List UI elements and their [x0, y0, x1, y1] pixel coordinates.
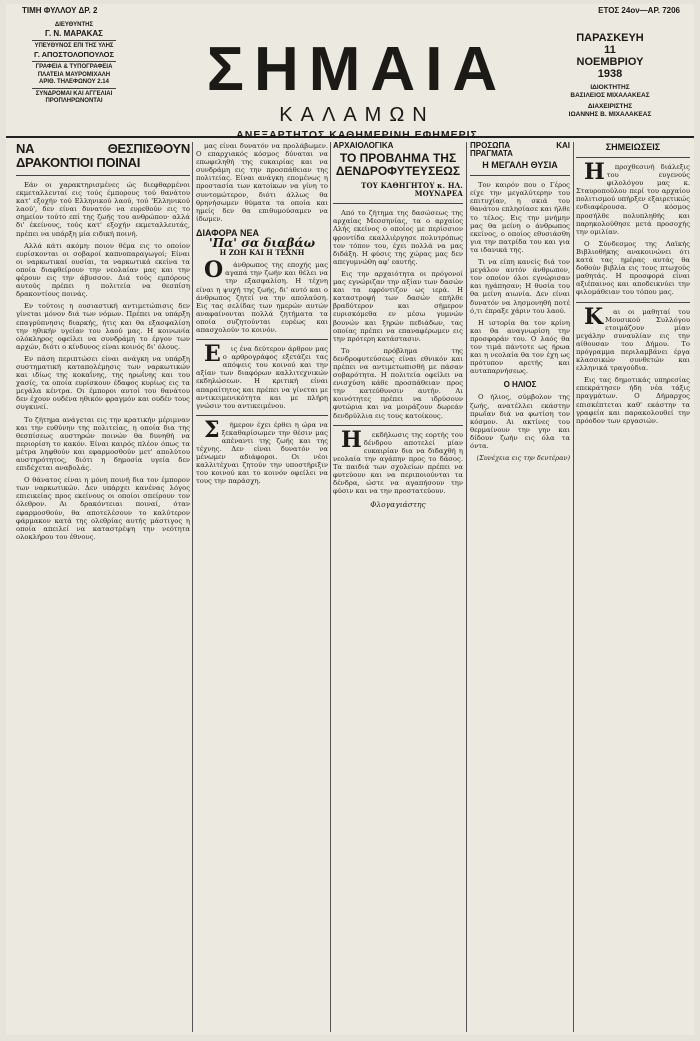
phone-label: ΑΡΙΘ. ΤΗΛΕΦΩΝΟΥ 2.14	[39, 78, 109, 85]
editorial-info-box	[24, 22, 124, 105]
newspaper-page	[6, 4, 694, 1035]
date-box	[540, 22, 680, 118]
paragraph: Ο θάνατος είναι η μόνη ποινή δια τον έμπορον των ναρκωτικών. Δεν υπάρχει κανένας λόγος επιεικείας προς εκείνους οι οποίοι σπείρουν τον όλεθρον. Αι δρακόντειαι ποιναί, όταν εφαρμοσθούν, θα αποτελέσουν το καλύτερον φάρμακον κατά της ολεθρίας αυτής μάστιγος η οποία απειλεί να καταστρέψη την νεότητα ολοκλήρου του έθνους.	[16, 476, 190, 541]
column-5	[576, 142, 690, 1032]
director-label: ΔΙΕΥΘΥΝΤΗΣ	[54, 22, 94, 28]
paragraph: Και οι μαθηταί του Μουσικού Συλλόγου ετοιμάζουν μίαν μεγάλην συναυλίαν εις την αίθουσαν του Δήμου. Το πρόγραμμα περιλαμβάνει έργα κλασσικών συνθετών και ελληνικά τραγούδια.	[576, 303, 690, 373]
column-3	[333, 142, 463, 1032]
admin-name: ΙΩΑΝΝΗΣ Β. ΜΙΧΑΛΑΚΕΑΣ	[568, 110, 652, 118]
subscriptions-label: ΣΥΝΔΡΟΜΑΙ ΚΑΙ ΑΓΓΕΛΙΑΙ	[35, 91, 113, 98]
director-name: Γ. Ν. ΜΑΡΑΚΑΣ	[45, 29, 103, 39]
masthead	[192, 35, 522, 141]
feature-title: 'Πα' σα διαβάω	[208, 236, 316, 251]
paragraph: Τι να είπη κανείς διά τον μεγάλον αυτόν άνθρωπον, τον οποίον όλοι εγνώρισαν και ηγάπησαν; Η θυσία του θα μείνη αιωνία. Δεν είναι δυνατόν να λησμονηθή ποτέ ό,τι έπραξε χάριν του λαού.	[470, 258, 570, 315]
paragraph: Τον καιρόν που ο Γέρος είχε την μεγαλύτερην του επιτυχίαν, η σκιά του θανάτου επλησίασε και ήλθε το τέλος. Εις την μνήμην μας θα μείνη ο άνθρωπος εκείνος, ο οποίος εθυσιάσθη για την πατρίδα του και για τα ιδανικά της.	[470, 181, 570, 254]
column-4	[470, 142, 570, 1032]
date-month: ΝΟΕΜΒΡΙΟΥ	[576, 56, 644, 68]
paragraph: Ηπροχθεσινή διάλεξις του ευγενούς φιλολόγου μας κ. Σταυροπούλου περί του αρχαίου πολιτισμού υπήρξεν εξαιρετικώς ενδιαφέρουσα. Ο κόσμος προσήλθε πολυπληθής και παρηκολούθησε μετά προσοχής την ομιλίαν.	[576, 159, 690, 236]
paragraph: Από το ζήτημα της δασώσεως της αρχαίας Μεσσηνίας, τα ο αρχαίος Αλής εκείνος ο οποίος με περίσσιον φροντίδα εκαλλιέργησε πολυτρόπως τον τόπον του, έχει πολλά να μας διδάξη. Η φύσις της χώρας μας δεν απεγυμνώθη αφ' εαυτής.	[333, 209, 463, 266]
main-headline: ΝΑ ΘΕΣΠΙΣΘΟΥΝ ΔΡΑΚΟΝΤΙΟΙ ΠΟΙΝΑΙ	[16, 142, 190, 170]
paragraph: Εν τούτοις η ουσιαστική αντιμετώπισις δεν γίνεται μόνον διά των νόμων. Πρέπει να υπάρξη επαγρύπνησις διαρκής, ήτις και θα εξασφαλίση την ηθικήν υγείαν του λαού μας. Η κοινωνία ολόκληρος οφείλει να συνδράμη το έργον των αρχών, διότι ο κίνδυνος είναι κοινός δι' όλους.	[16, 302, 190, 351]
paragraph: Εις την αρχαιότητα οι πρόγονοί μας εγνώριζαν την αξίαν των δασών και τα εφρόντιζον ως ιερά. Η καταστροφή των δασών επήλθε βραδύτερον και σήμερον ευρισκόμεθα εν μέσω γυμνών βουνών και ξηρών πεδιάδων, τας οποίας πρέπει να επαναφέρωμεν εις την πρότερη κατάστασιν.	[333, 269, 463, 343]
offices-address: ΠΛΑΤΕΙΑ ΜΑΥΡΟΜΙΧΑΛΗ	[37, 71, 111, 78]
issue-label: ΕΤΟΣ 24ον—ΑΡ. 7206	[598, 6, 680, 15]
prepaid-label: ΠΡΟΠΛΗΡΩΝΟΝΤΑΙ	[45, 98, 103, 105]
byline: ΤΟΥ ΚΑΘΗΓΗΤΟΥ κ. ΗΛ. ΜΟΥΝΔΡΕΑ	[361, 181, 463, 199]
paragraph: Ο ήλιος, σύμβολον της ζωής, ανατέλλει εκάστην πρωΐαν διά να φωτίση τον κόσμον. Αι ακτίνες του θερμαίνουν την γην και δίδουν ζωήν εις όλα τα όντα.	[470, 393, 570, 450]
price-label: ΤΙΜΗ ΦΥΛΛΟΥ ΔΡ. 2	[22, 6, 98, 15]
paragraph: Η ιστορία θα τον κρίνη και θα αναγνωρίση την προσφοράν του. Ο λαός θα τον τιμά πάντοτε ως ήρωα και η νεολαία θα τον έχη ως πρότυπον αρετής και αυταπαρνήσεως.	[470, 318, 570, 376]
section-label: ΔΙΑΦΟΡΑ ΝΕΑ	[196, 227, 259, 238]
paragraph: Εν πάση περιπτώσει είναι ανάγκη να υπάρξη συστηματική καταπολέμησις των ναρκωτικών και ιδίως της κοκαΐνης, της ηρωΐνης και του χασίς, τα οποία ευρίσκουν έδαφος κυρίως εις τα μεγάλα κέντρα. Οι έμποροι αυτοί του θανάτου δεν έχουν ουδένα ηθικόν φραγμόν και ουδέν τους συγκινεί.	[16, 354, 190, 412]
newspaper-tagline: ΑΝΕΞΑΡΤΗΤΟΣ ΚΑΘΗΜΕΡΙΝΗ ΕΦΗΜΕΡΙΣ	[236, 129, 478, 141]
paragraph: Ηεκδήλωσις της εορτής του δένδρου αποτελεί μίαν ευκαιρίαν δια να διδαχθή η νεολαία την αγάπην προς το δάσος. Τα παιδιά των σχολείων πρέπει να φυτεύουν και να περιποιούνται τα δένδρα, ώστε να αγαπήσουν την φύσιν και να την προστατεύουν.	[333, 426, 463, 496]
paragraph: Εάν οι χαρακτηρισμένες ώς διεφθαρμένοι εκμεταλλευταί εις τούς έμπορους τού θανάτου κατ' εξοχήν τού Ελληνικού λαού, τού 'Ελληνικού λαού', δεν είναι δυνατόν να ευρεθούν εις το σημείον τούτο επί της ζωής του ανθρώπου· αλλά δι' έκείνους, τούς κατ' εξοχήν εκμεταλλευτάς, πρέπει να υπάρξη μία ειδική ποινή.	[16, 181, 190, 238]
continuation-note: (Συνέχεια εις την δευτέραν)	[476, 454, 570, 463]
section-kicker: ΑΡΧΑΙΟΛΟΓΙΚΑ	[333, 142, 394, 150]
weekday: ΠΑΡΑΣΚΕΥΗ	[576, 32, 644, 44]
masthead-area	[6, 20, 694, 141]
article-headline: Η ΜΕΓΑΛΗ ΘΥΣΙΑ	[482, 160, 558, 171]
editor-label: ΥΠΕΥΘΥΝΟΣ ΕΠΙ ΤΗΣ ΥΛΗΣ	[34, 43, 114, 50]
article-subheading: Ο ΗΛΙΟΣ	[503, 380, 537, 390]
paragraph: Οάνθρωπος της εποχής μας αγαπά την ζωήν και θέλει να την εξασφαλίση. Η τέχνη είναι η ψυχή της ζωής, δι' αυτό και ο άνθρωπος ζητεί να την απολαύση. Εις τας σελίδας των ημερών αυτών αναφαίνονται πολλά ζητήματα τα οποία συζητούνται ευρέως και απασχολούν το κοινόν.	[196, 257, 328, 334]
date-number: 11	[604, 44, 616, 56]
author-signature: Φλογαγιάστης	[370, 500, 426, 510]
top-line	[6, 4, 694, 18]
article-headline: ΤΟ ΠΡΟΒΛΗΜΑ ΤΗΣ ΔΕΝΔΡΟΦΥΤΕΥΣΕΩΣ	[335, 151, 461, 179]
notes-headline: ΣΗΜΕΙΩΣΕΙΣ	[605, 142, 661, 152]
paragraph: Εις ένα δεύτερον άρθρον μας ο αρθρογράφος εξετάζει τας απόψεις του κοινού και την αξίαν των διαφόρων καλλιτεχνικών εκδηλώσεων. Η κριτική είναι απαραίτητος και πρέπει να γίνεται με αντικειμενικότητα και με πλήρη γνώσιν του αντικειμένου.	[196, 341, 328, 410]
date-year: 1938	[597, 68, 623, 80]
newspaper-subtitle: ΚΑΛΑΜΩΝ	[279, 104, 435, 126]
paragraph: μας είναι δυνατόν να προλάβωμεν. Ο επαρχιακός κόσμος δύναται να επωφεληθή της ευκαιρίας και να συνδράμη εις την προσπάθειαν της πολιτείας. Είναι ανάγκη επομένως η προστασία των κατοίκων να γίνη το συντομώτερον, διότι άλλως θα θρηνήσωμεν θύματα τα οποία και ημείς δεν θα επιθυμούσαμεν να ίδωμεν.	[196, 142, 328, 223]
offices-label: ΓΡΑΦΕΙΑ & ΤΥΠΟΓΡΑΦΕΙΑ	[35, 64, 113, 71]
paragraph: Ο Σύνδεσμος της Λαϊκής Βιβλιοθήκης ανακοινώνει ότι κατά τας ημέρας αυτάς θα δοθούν βιβλία εις τους πτωχούς μαθητάς. Η προσφορά είναι αξιέπαινος και αποδεικνύει την φιλομάθειαν του τόπου μας.	[576, 239, 690, 297]
column-1	[16, 142, 190, 1032]
paragraph: Εις τας δημοτικάς υπηρεσίας επεκράτησεν ήδη νέα τάξις πραγμάτων. Ο Δήμαρχος επισκέπτεται καθ' εκάστην τα γραφεία και παρακολουθεί την πρόοδον των εργασιών.	[576, 376, 690, 425]
section-kicker: ΠΡΟΣΩΠΑ ΚΑΙ ΠΡΑΓΜΑΤΑ	[470, 142, 570, 159]
admin-label: ΔΙΑΧΕΙΡΙΣΤΗΣ	[587, 103, 633, 110]
paragraph: Το πρόβλημα της δενδροφυτεύσεως είναι εθνικόν και πρέπει να αντιμετωπισθή με πάσαν σοβαρότητα. Η πολιτεία οφείλει να ενισχύση κάθε προσπάθειαν προς την κατεύθυνσιν αυτήν. Αι κοινότητες πρέπει να ιδρύσουν φυτώρια και να μοιράζουν δωρεάν δενδρύλλια εις τους κατοίκους.	[333, 346, 463, 420]
newspaper-title: ΣΗΜΑΙΑ	[206, 35, 508, 104]
paragraph: Σήμερον έχει έρθει η ώρα να ξεκαθαρίσωμεν την θέσιν μας απέναντι της ζωής και της τέχνης. Δεν είναι δυνατόν να μένωμεν αδιάφοροι. Οι νέοι καλλιτέχναι ζητούν την υποστήριξιν του κοινού και το κοινόν οφείλει να τους την παράσχη.	[196, 416, 328, 486]
paragraph: Αλλά κάτι ακόμη: ποιον θέμα εις το οποίον ευρίσκονται οι σοβαροί καπνοπαραγωγοί; Είναι οι ναρκωτικαί ουσίαι, τα ναρκωτικά εκείνα τα οποία διαφθείρουν την νεολαίαν μας και την φέρουν εις την άβυσσον. Διά τούς εμπόρους αυτούς πρέπει η πολιτεία να θεσπίση δρακοντίους ποινάς.	[16, 241, 190, 299]
column-2	[196, 142, 328, 1032]
paragraph: Το ζήτημα ανάγεται εις την κρατικήν μέριμναν και την ευθύνην της πολιτείας, η οποία δια της θεσπίσεως αυστηρών ποινών θα δυνηθή να περιορίση το κακόν. Είναι καιρός πλέον όπως τα μέτρα ληφθούν και εφαρμοσθούν μετ' απολύτου αυστηρότητος, διότι η δημοσία υγεία δεν επιδέχεται αναβολάς.	[16, 415, 190, 473]
owner-label: ΙΔΙΟΚΤΗΤΗΣ	[590, 84, 630, 91]
feature-subtitle: Η ΖΩΗ ΚΑΙ Η ΤΕΧΝΗ	[219, 248, 305, 258]
editor-name: Γ. ΑΠΟΣΤΟΛΟΠΟΥΛΟΣ	[34, 50, 114, 60]
owner-name: ΒΑΣΙΛΕΙΟΣ ΜΙΧΑΛΑΚΕΑΣ	[570, 91, 650, 99]
